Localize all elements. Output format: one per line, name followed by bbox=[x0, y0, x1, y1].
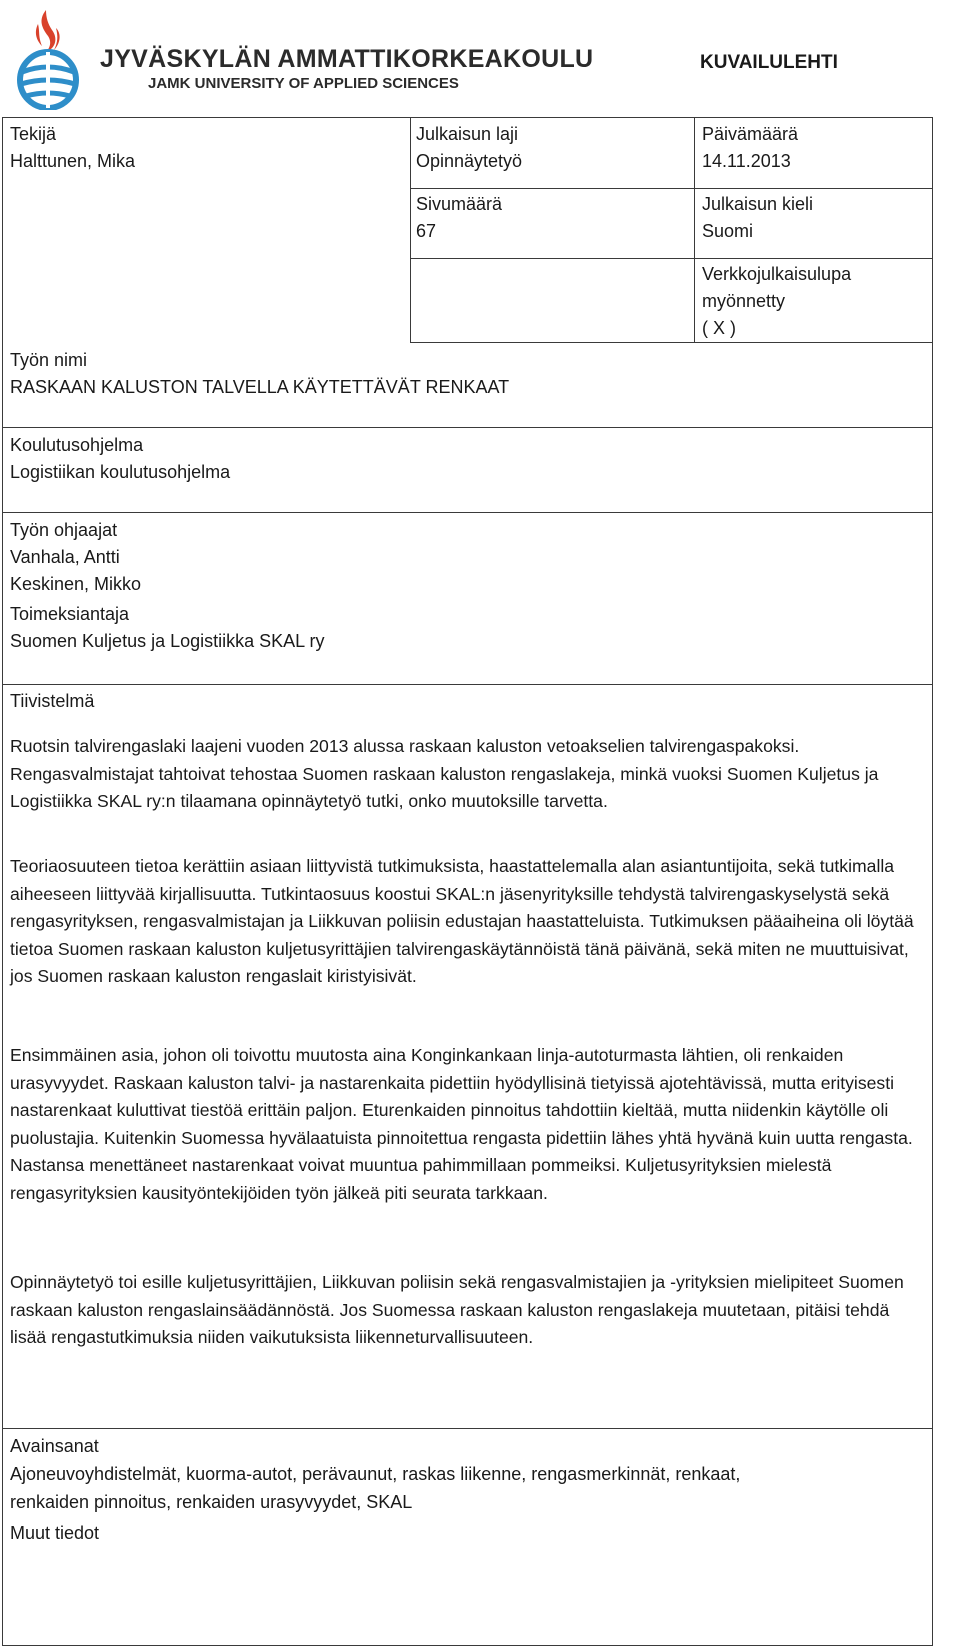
divider-row-c bbox=[410, 342, 933, 343]
institution-name-en: JAMK UNIVERSITY OF APPLIED SCIENCES bbox=[148, 75, 459, 92]
pages-label: Sivumäärä bbox=[416, 194, 503, 214]
divider-col-1 bbox=[410, 117, 411, 343]
keywords-line-1: Ajoneuvoyhdistelmät, kuorma-autot, perävaunut, raskas liikenne, rengasmerkinnät, renkaat, bbox=[10, 1464, 741, 1484]
author-label: Tekijä bbox=[10, 124, 57, 144]
table-border-right bbox=[932, 117, 933, 1645]
table-border-left bbox=[2, 117, 3, 1645]
jamk-flame-globe-icon bbox=[8, 6, 86, 110]
table-border-bottom bbox=[2, 1645, 933, 1646]
institution-logo bbox=[8, 6, 86, 110]
commissioner-value: Suomen Kuljetus ja Logistiikka SKAL ry bbox=[10, 631, 325, 651]
webpub-value: ( X ) bbox=[702, 318, 736, 338]
document-type: KUVAILULEHTI bbox=[700, 52, 838, 73]
date-value: 14.11.2013 bbox=[702, 151, 791, 171]
divider-program bbox=[2, 512, 933, 513]
title-value: RASKAAN KALUSTON TALVELLA KÄYTETTÄVÄT RENKAAT bbox=[10, 377, 510, 397]
abstract-paragraph-2: Teoriaosuuteen tietoa kerättiin asiaan liittyvistä tutkimuksista, haastattelemalla alan asiantuntijoita, sekä tutkimalla aiheeseen liittyvää kirjallisuutta. Tutkintaosuus koostui SKAL:n jäsenyrityksille tehdystä talvirengaskyselystä sekä rengasyrityksen, rengasvalmistajan ja Liikkuvan poliisin edustajan haastatteluista. Tutkimuksen pääaiheina oli löytää tietoa Suomen raskaan kaluston kuljetusyrittäjien talvirengaskäytännöistä tänä päivänä, sekä miten ne muuttuisivat, jos Suomen raskaan kaluston rengaslait kiristyisivät. bbox=[10, 856, 914, 987]
author-value: Halttunen, Mika bbox=[10, 151, 136, 171]
commissioner-label: Toimeksiantaja bbox=[10, 604, 130, 624]
abstract-paragraph-3: Ensimmäinen asia, johon oli toivottu muutosta aina Konginkankaan linja-autoturmasta lähtien, oli renkaiden urasyvyydet. Raskaan kaluston talvi- ja nastarenkaita pidettiin hyödyllisinä tietyissä ajotehtävissä, mutta erityisesti nastarenkaat kuluttivat tiestöä erittäin paljon. Eturenkaiden pinnoitus tahdottiin kieltää, mutta niidenkin käytölle oli puolustajia. Kuitenkin Suomessa hyvälaatuista pinnoitettua rengasta pidettiin lähes yhtä hyvänä kuin uutta rengasta. Nastansa menettäneet nastarenkaat voivat muuntua pahimmillaan pommeiksi. Kuljetusyrityksien mielestä rengasyrityksien kausityöntekijöiden työn jälkeä piti seurata tarkkaan. bbox=[10, 1045, 913, 1203]
abstract-paragraph-4: Opinnäytetyö toi esille kuljetusyrittäjien, Liikkuvan poliisin sekä rengasvalmistajien ja -yrityksien mielipiteet Suomen raskaan kaluston rengaslainsäädännöstä. Jos Suomessa raskaan kaluston rengaslakeja muutetaan, pitäisi tehdä lisää rengastutkimuksia niiden vaikutuksista liikenneturvallisuuteen. bbox=[10, 1272, 904, 1348]
divider-supervisors bbox=[2, 684, 933, 685]
divider-abstract bbox=[2, 1428, 933, 1429]
keywords-line-2: renkaiden pinnoitus, renkaiden urasyvyydet, SKAL bbox=[10, 1492, 413, 1512]
webpub-label-2: myönnetty bbox=[702, 291, 786, 311]
pubtype-label: Julkaisun laji bbox=[416, 124, 519, 144]
supervisor-2: Keskinen, Mikko bbox=[10, 574, 142, 594]
institution-name: JYVÄSKYLÄN AMMATTIKORKEAKOULU bbox=[100, 45, 594, 73]
webpub-label-1: Verkkojulkaisulupa bbox=[702, 264, 852, 284]
divider-row-a bbox=[410, 188, 933, 189]
date-label: Päivämäärä bbox=[702, 124, 799, 144]
keywords-label: Avainsanat bbox=[10, 1436, 99, 1456]
divider-row-b bbox=[410, 258, 933, 259]
divider-col-2 bbox=[694, 117, 695, 343]
program-label: Koulutusohjelma bbox=[10, 435, 144, 455]
language-value: Suomi bbox=[702, 221, 754, 241]
abstract-paragraph-1: Ruotsin talvirengaslaki laajeni vuoden 2013 alussa raskaan kaluston vetoakselien talvirengaspakoksi. Rengasvalmistajat tahtoivat tehostaa Suomen raskaan kaluston rengaslakeja, minkä vuoksi Suomen Kuljetus ja Logistiikka SKAL ry:n tilaamana opinnäytetyö tutki, onko muutoksille tarvetta. bbox=[10, 736, 879, 812]
table-border-top bbox=[2, 117, 933, 118]
program-value: Logistiikan koulutusohjelma bbox=[10, 462, 231, 482]
pubtype-value: Opinnäytetyö bbox=[416, 151, 523, 171]
supervisor-1: Vanhala, Antti bbox=[10, 547, 120, 567]
supervisors-label: Työn ohjaajat bbox=[10, 520, 118, 540]
title-label: Työn nimi bbox=[10, 350, 88, 370]
divider-title bbox=[2, 427, 933, 428]
pages-value: 67 bbox=[416, 221, 437, 241]
abstract-label: Tiivistelmä bbox=[10, 691, 95, 711]
other-info-label: Muut tiedot bbox=[10, 1523, 100, 1543]
language-label: Julkaisun kieli bbox=[702, 194, 814, 214]
